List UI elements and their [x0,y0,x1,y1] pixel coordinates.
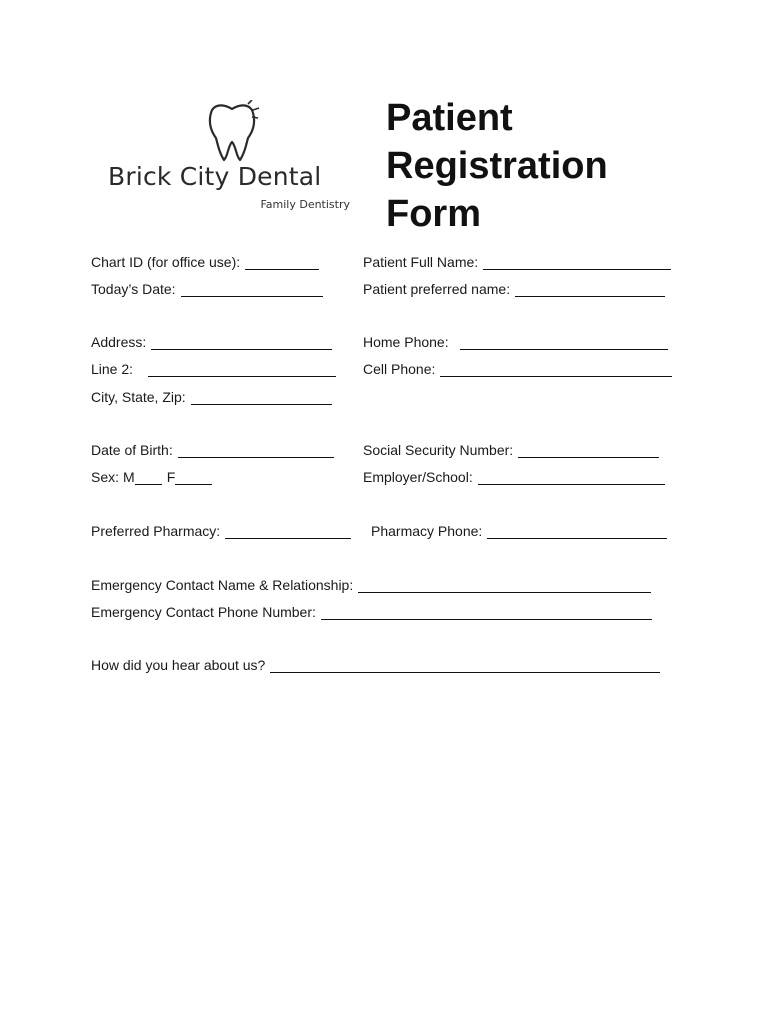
address-line-2-label: Line 2: [91,361,134,377]
cell-phone-field [363,361,672,377]
todays-date-input[interactable] [181,284,323,297]
pharmacy-phone-input[interactable] [487,526,667,539]
patient-preferred-name-input[interactable] [515,284,665,297]
preferred-pharmacy-label: Preferred Pharmacy: [91,523,221,539]
patient-preferred-name-field [363,281,665,297]
emergency-contact-phone-input[interactable] [321,607,652,620]
employer-school-input[interactable] [478,472,665,485]
form-title-line-1: Patient [386,97,513,139]
practice-logo [108,100,358,220]
hear-about-us-field [91,657,660,673]
emergency-contact-name-input[interactable] [358,580,651,593]
date-of-birth-input[interactable] [178,445,334,458]
cell-phone-input[interactable] [440,364,672,377]
sex-f-label: F [166,469,176,485]
ssn-input[interactable] [518,445,659,458]
chart-id-input[interactable] [245,257,319,270]
emergency-contact-name-label: Emergency Contact Name & Relationship: [91,577,354,593]
address-line-2-input[interactable] [148,364,336,377]
chart-id-field [91,254,319,270]
preferred-pharmacy-input[interactable] [225,526,351,539]
city-state-zip-field [91,389,332,405]
cell-phone-label: Cell Phone: [363,361,436,377]
home-phone-input[interactable] [460,337,668,350]
city-state-zip-label: City, State, Zip: [91,389,186,405]
patient-full-name-input[interactable] [483,257,671,270]
hear-about-us-input[interactable] [270,660,660,673]
city-state-zip-input[interactable] [191,392,332,405]
address-label: Address: [91,334,147,350]
pharmacy-phone-field [371,523,667,539]
patient-full-name-label: Patient Full Name: [363,254,479,270]
address-field [91,334,332,350]
patient-preferred-name-label: Patient preferred name: [363,281,511,297]
preferred-pharmacy-field [91,523,351,539]
home-phone-field [363,334,668,350]
form-title-line-3: Form [386,193,481,235]
form-title [386,94,608,238]
ssn-field [363,442,659,458]
emergency-contact-phone-field [91,604,652,620]
date-of-birth-field [91,442,334,458]
todays-date-label: Today’s Date: [91,281,176,297]
date-of-birth-label: Date of Birth: [91,442,173,458]
practice-tagline: Family Dentistry [260,198,350,211]
tooth-icon [202,100,262,164]
sex-label: Sex: [91,469,120,485]
todays-date-field [91,281,323,297]
home-phone-label: Home Phone: [363,334,449,350]
pharmacy-phone-label: Pharmacy Phone: [371,523,483,539]
emergency-contact-name-field [91,577,651,593]
sex-field [91,469,212,485]
address-line-2-field [91,361,336,377]
sex-m-label: M [123,469,135,485]
form-title-line-2: Registration [386,145,608,187]
practice-name: Brick City Dental [108,162,322,191]
sex-f-input[interactable] [175,472,212,485]
emergency-contact-phone-label: Emergency Contact Phone Number: [91,604,316,620]
ssn-label: Social Security Number: [363,442,514,458]
employer-school-label: Employer/School: [363,469,473,485]
chart-id-label: Chart ID (for office use): [91,254,241,270]
patient-full-name-field [363,254,671,270]
address-input[interactable] [151,337,332,350]
sex-m-input[interactable] [135,472,162,485]
employer-school-field [363,469,665,485]
hear-about-us-label: How did you hear about us? [91,657,266,673]
